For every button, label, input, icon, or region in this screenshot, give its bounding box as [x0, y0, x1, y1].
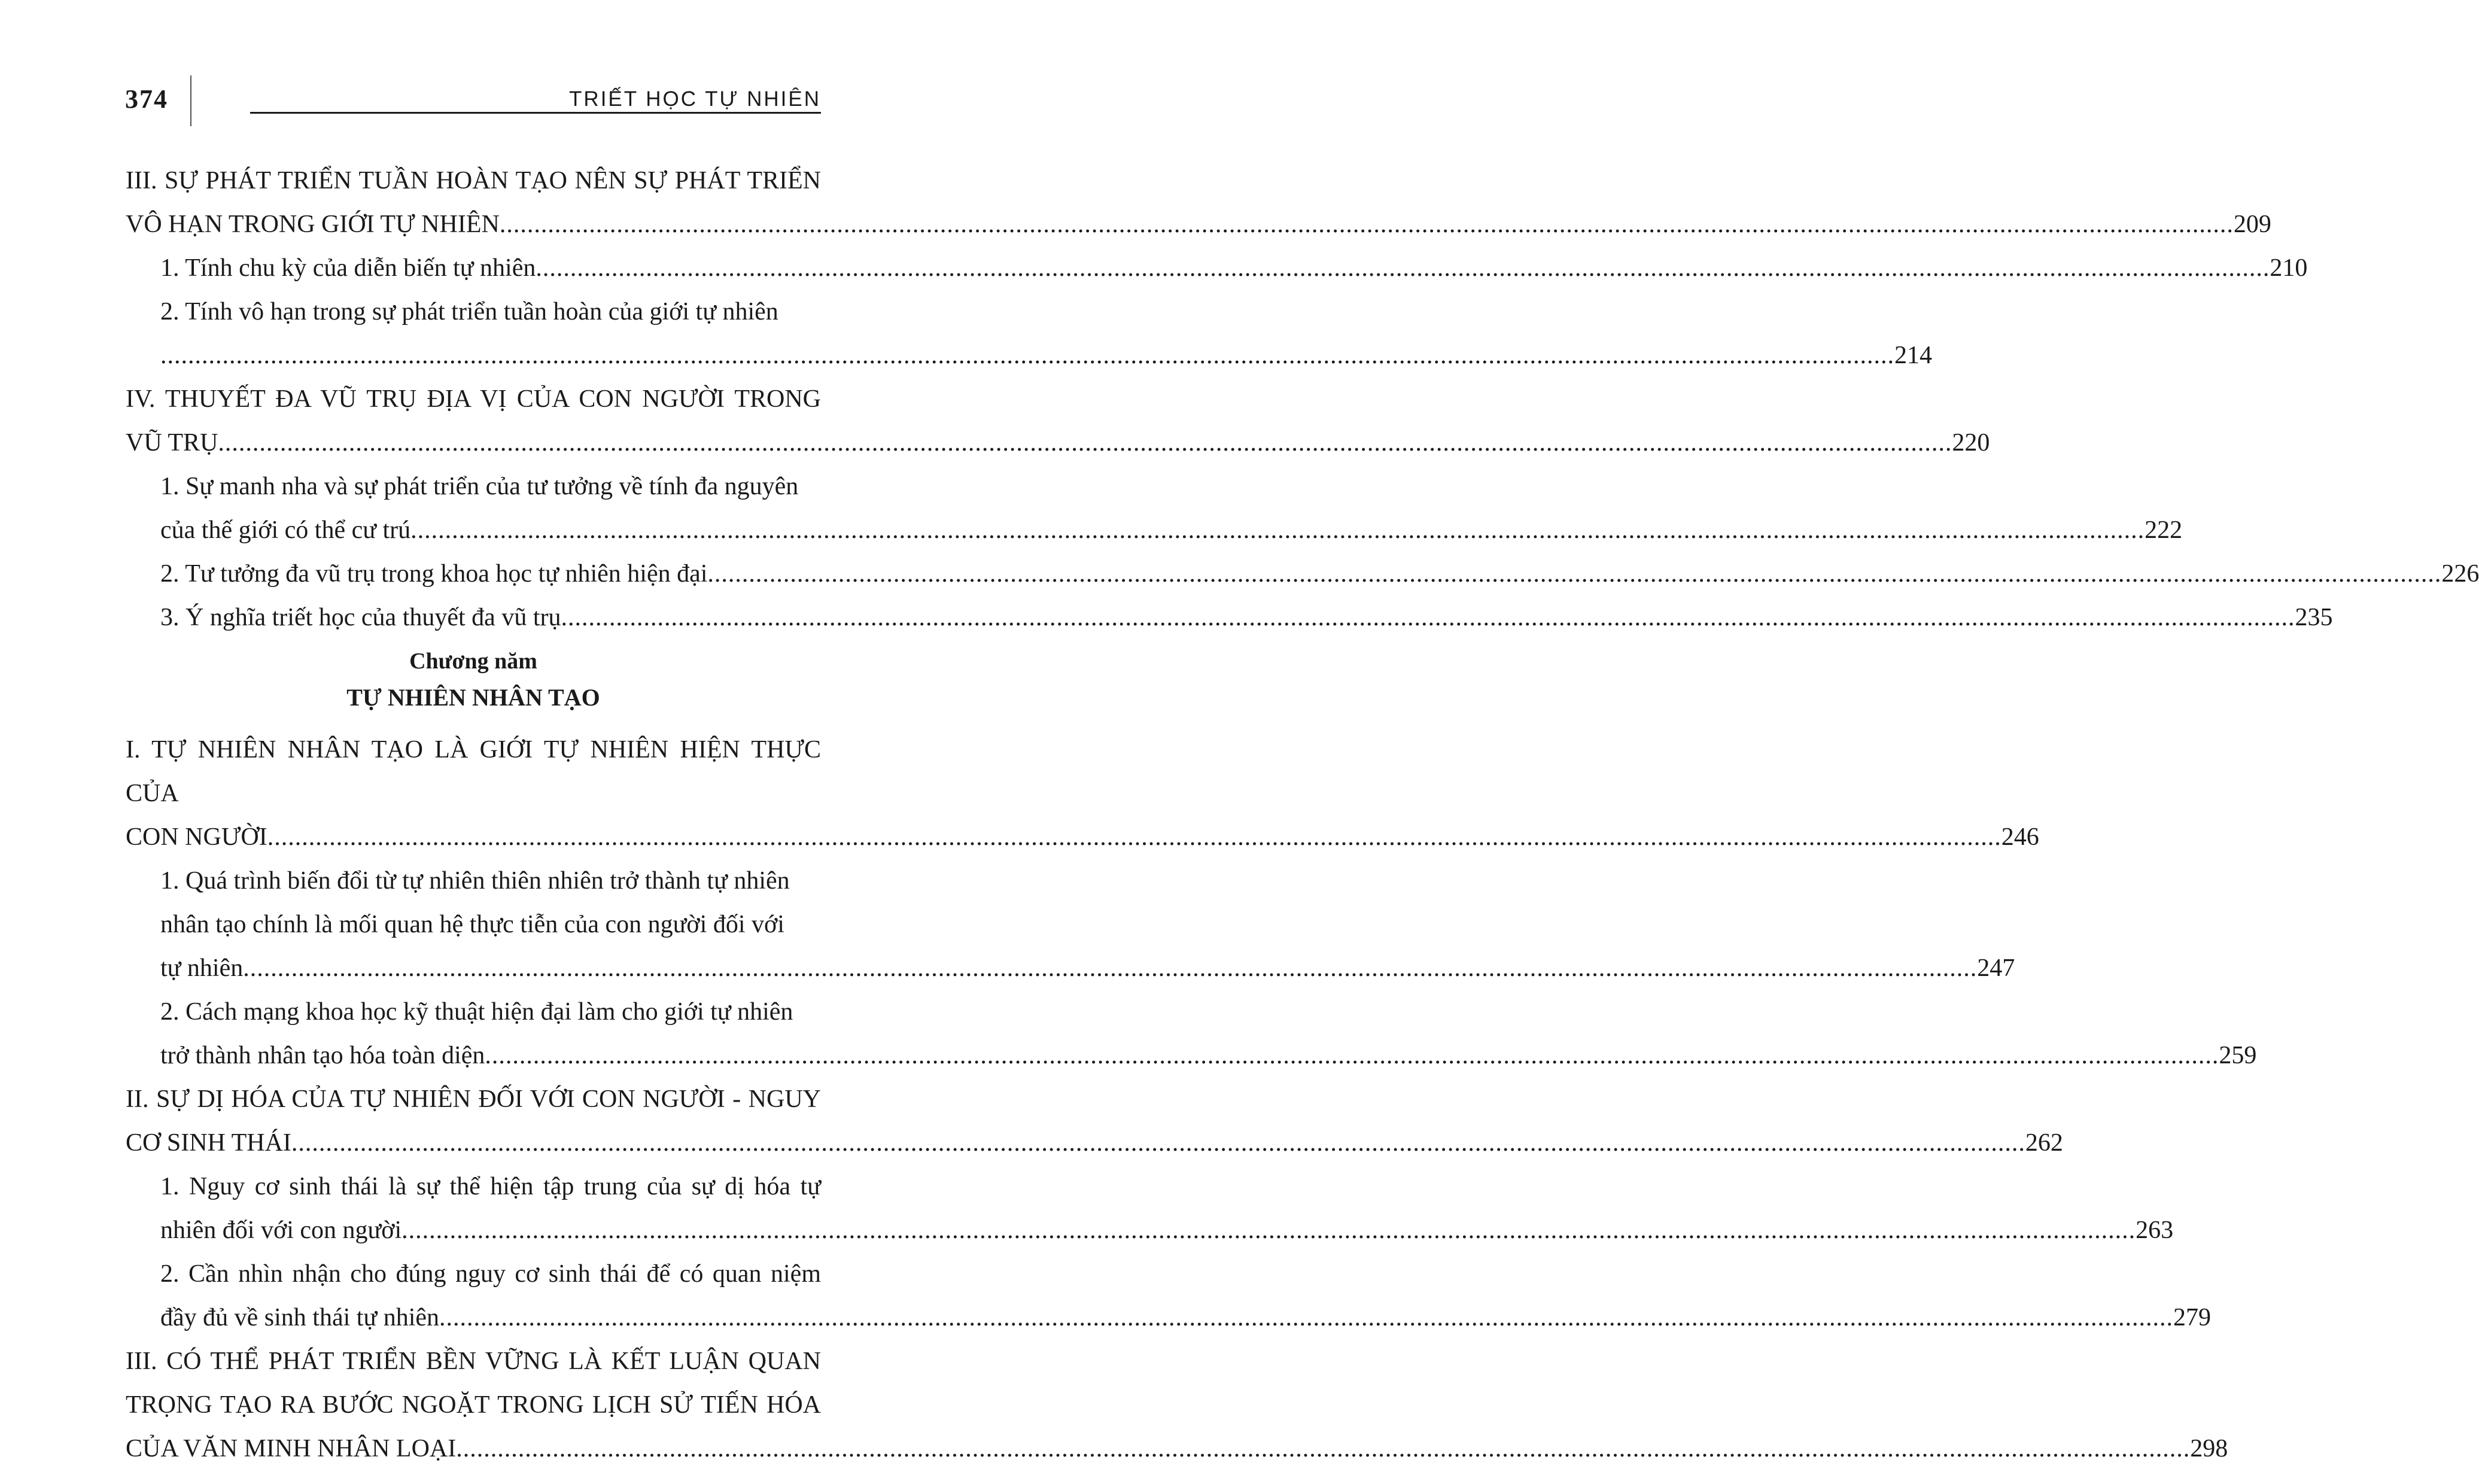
chapter-title: TỰ NHIÊN NHÂN TẠO [346, 684, 600, 711]
toc-entry-text: III. CÓ THỂ PHÁT TRIỂN BỀN VỮNG LÀ KẾT LUẬN QUAN [126, 1348, 821, 1375]
toc-entry-text: CON NGƯỜI [126, 823, 267, 851]
toc-entry-text: 2. Tư tưởng đa vũ trụ trong khoa học tự nhiên hiện đại [160, 560, 708, 588]
toc-entry-subsection[interactable] [126, 1252, 2212, 1340]
toc-entry-text: II. SỰ DỊ HÓA CỦA TỰ NHIÊN ĐỐI VỚI CON NGƯỜI - NGUY [126, 1085, 821, 1113]
toc-entry-leader-line [160, 509, 2183, 552]
dot-leader [218, 429, 1952, 457]
dot-leader [410, 516, 2145, 544]
toc-page-number: 222 [2145, 516, 2183, 544]
toc-entry-subsection[interactable] [126, 247, 2308, 290]
toc-entry-leader-line [160, 947, 2015, 990]
toc-page-number: 220 [1952, 429, 1990, 457]
dot-leader [160, 342, 1894, 369]
toc-entry-leader-line [160, 1209, 2174, 1252]
toc-entry-subsection[interactable] [126, 465, 2183, 552]
toc-entry-subsection[interactable] [126, 290, 1932, 378]
toc-entry-leader-line [126, 1121, 2063, 1165]
toc-entry-text: tự nhiên [160, 954, 244, 982]
toc-page-number: 246 [2001, 823, 2039, 851]
page-header [0, 0, 954, 132]
dot-leader [561, 604, 2295, 631]
page-number: 374 [125, 84, 168, 114]
toc-page-number: 298 [2190, 1435, 2228, 1462]
toc-entry-subsection[interactable] [126, 596, 2333, 640]
toc-entry-leader-line [160, 1034, 2257, 1078]
chapter-label: Chương năm [409, 649, 537, 674]
toc-entry-leader-line [160, 334, 1932, 378]
toc-entry-text: của thế giới có thể cư trú [160, 516, 411, 544]
toc-entry-subsection[interactable] [126, 1165, 2174, 1252]
dot-leader [243, 954, 1977, 982]
toc-entry-text: CƠ SINH THÁI [126, 1129, 291, 1157]
dot-leader [291, 1129, 2025, 1157]
toc-entry-subsection[interactable] [126, 990, 2257, 1078]
toc-page-number: 259 [2219, 1042, 2257, 1069]
header-rule [250, 112, 821, 114]
toc-page-number: 226 [2441, 560, 2479, 588]
dot-leader [439, 1304, 2173, 1331]
toc-page-number: 263 [2136, 1217, 2174, 1244]
toc-page-number: 262 [2025, 1129, 2063, 1157]
toc-entry-text: VÔ HẠN TRONG GIỚI TỰ NHIÊN [126, 211, 500, 238]
running-title: TRIẾT HỌC TỰ NHIÊN [569, 87, 821, 111]
dot-leader [267, 823, 2002, 851]
dot-leader [456, 1435, 2190, 1462]
dot-leader [536, 254, 2270, 282]
toc-entry-text: nhiên đối với con người [160, 1217, 402, 1244]
toc-entry-text: 2. Tính vô hạn trong sự phát triển tuần hoàn của giới tự nhiên [160, 298, 778, 326]
toc-entry-text: đầy đủ về sinh thái tự nhiên [160, 1304, 440, 1331]
toc-entry-leader-line [160, 247, 2308, 290]
toc-entry-text: 2. Cách mạng khoa học kỹ thuật hiện đại làm cho giới tự nhiên [160, 998, 793, 1026]
toc-page-number: 279 [2173, 1304, 2212, 1331]
toc-entry-text: trở thành nhân tạo hóa toàn diện [160, 1042, 485, 1069]
toc-entry-text: IV. THUYẾT ĐA VŨ TRỤ ĐỊA VỊ CỦA CON NGƯỜI TRONG [126, 385, 821, 413]
toc-entry-leader-line [160, 552, 2479, 596]
toc-entry-subsection[interactable] [126, 552, 2479, 596]
toc-entry-leader-line [160, 1296, 2212, 1340]
toc-entry-text: 1. Nguy cơ sinh thái là sự thể hiện tập trung của sự dị hóa tự [160, 1173, 821, 1200]
toc-entry-section-i[interactable] [126, 728, 2039, 859]
toc-entry-subsection[interactable] [126, 859, 2015, 990]
toc-entry-section-iii[interactable] [126, 159, 2271, 247]
toc-entry-text: CỦA VĂN MINH NHÂN LOẠI [126, 1435, 457, 1462]
toc-entry-text: 2. Cần nhìn nhận cho đúng nguy cơ sinh thái để có quan niệm [160, 1260, 821, 1288]
toc-entry-text: TRỌNG TẠO RA BƯỚC NGOẶT TRONG LỊCH SỬ TIẾN HÓA [126, 1391, 821, 1419]
toc-entry-text: III. SỰ PHÁT TRIỂN TUẦN HOÀN TẠO NÊN SỰ PHÁT TRIỂN [126, 167, 821, 194]
toc-entry-section-ii[interactable] [126, 1078, 2063, 1165]
toc-page-number: 214 [1894, 342, 1932, 369]
toc-page-number: 235 [2295, 604, 2333, 631]
toc-entry-leader-line [160, 596, 2333, 640]
toc-entry-text: VŨ TRỤ [126, 429, 218, 457]
toc-entry-text: 1. Sự manh nha và sự phát triển của tư tưởng về tính đa nguyên [160, 473, 799, 500]
toc-page-number: 210 [2270, 254, 2308, 282]
toc-entry-leader-line [126, 421, 1990, 465]
header-divider [190, 75, 191, 126]
toc-entry-text: 1. Quá trình biến đổi từ tự nhiên thiên nhiên trở thành tự nhiên [160, 867, 790, 895]
toc-entry-section-iv[interactable] [126, 378, 1990, 465]
toc-entry-section-iii-b[interactable] [126, 1340, 2228, 1471]
dot-leader [485, 1042, 2219, 1069]
toc-entry-leader-line [126, 203, 2271, 247]
toc-entry-text: 1. Tính chu kỳ của diễn biến tự nhiên [160, 254, 536, 282]
dot-leader [707, 560, 2441, 588]
toc-entry-text: nhân tạo chính là mối quan hệ thực tiễn của con người đối với [160, 911, 784, 938]
toc-page-number: 247 [1977, 954, 2015, 982]
toc-entry-text: I. TỰ NHIÊN NHÂN TẠO LÀ GIỚI TỰ NHIÊN HIỆN THỰC CỦA [126, 736, 821, 807]
dot-leader [500, 211, 2234, 238]
table-of-contents [126, 159, 2479, 1471]
toc-entry-text: 3. Ý nghĩa triết học của thuyết đa vũ trụ [160, 604, 561, 631]
dot-leader [401, 1217, 2136, 1244]
toc-entry-leader-line [126, 1427, 2228, 1471]
toc-entry-leader-line [126, 816, 2039, 859]
toc-page-number: 209 [2233, 211, 2271, 238]
